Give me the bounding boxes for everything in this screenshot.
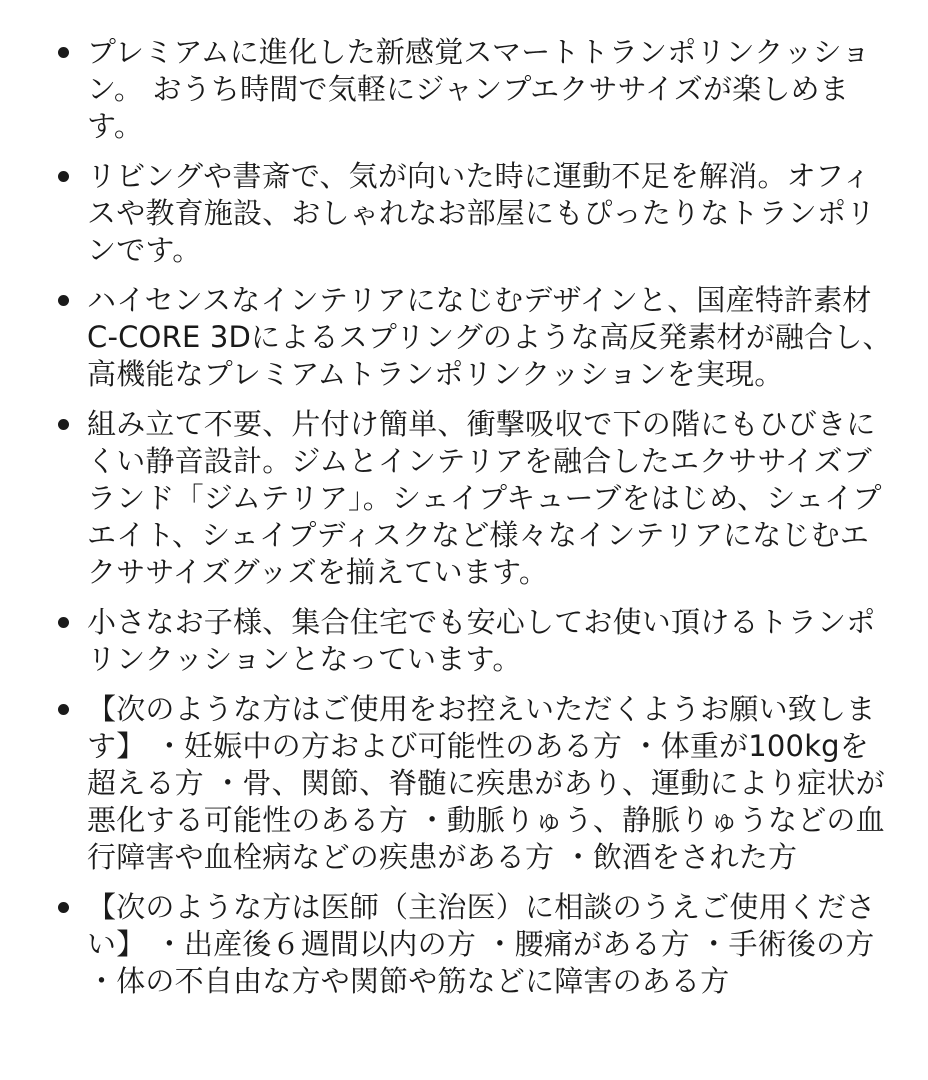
bullet-icon [58,902,69,913]
feature-list [0,34,928,1013]
list-item [0,691,928,876]
bullet-icon [58,171,69,182]
list-item [0,406,928,591]
list-item [0,889,928,1000]
list-item-text: リビングや書斎で、気が向いた時に運動不足を解消。オフィスや教育施設、おしゃれなお部屋にもぴったりなトランポリンです。 [87,159,876,267]
list-item [0,34,928,145]
list-item [0,158,928,269]
bullet-icon [58,47,69,58]
list-item-text: ハイセンスなインテリアになじむデザインと、国産特許素材C-CORE 3Dによるスプリングのような高反発素材が融合し、高機能なプレミアムトランポリンクッションを実現。 [87,283,892,391]
list-item-text: 【次のような方はご使用をお控えいただくようお願い致します】 ・妊娠中の方および可能性のある方 ・体重が100kgを超える方 ・骨、関節、脊髄に疾患があり、運動により症状が悪化する可能性のある方 ・動脈りゅう、静脈りゅうなどの血行障害や血栓病などの疾患がある方 ・飲酒をされた方 [87,692,885,874]
bullet-icon [58,295,69,306]
list-item-text: 小さなお子様、集合住宅でも安心してお使い頂けるトランポリンクッションとなっています。 [87,605,876,676]
bullet-icon [58,704,69,715]
bullet-icon [58,419,69,430]
list-item-text: 組み立て不要、片付け簡単、衝撃吸収で下の階にもひびきにくい静音設計。ジムとインテリアを融合したエクササイズブランド「ジムテリア」。シェイプキューブをはじめ、シェイプエイト、シェイプディスクなど様々なインテリアになじむエクササイズグッズを揃えています。 [87,407,882,589]
list-item-text: プレミアムに進化した新感覚スマートトランポリンクッション。 おうち時間で気軽にジャンプエクササイズが楽しめます。 [87,35,871,143]
list-item-text: 【次のような方は医師（主治医）に相談のうえご使用ください】 ・出産後６週間以内の方 ・腰痛がある方 ・手術後の方 ・体の不自由な方や関節や筋などに障害のある方 [87,890,876,998]
list-item [0,282,928,393]
bullet-icon [58,617,69,628]
list-item [0,604,928,678]
